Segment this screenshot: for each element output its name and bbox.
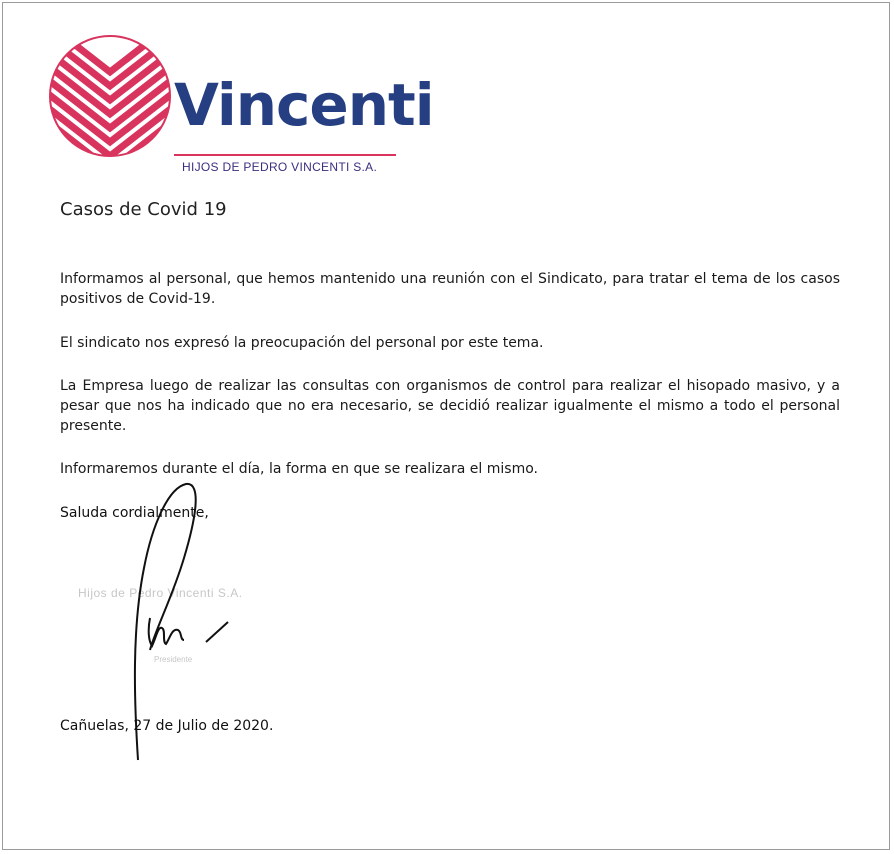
paragraph-concern: El sindicato nos expresó la preocupación del personal por este tema. bbox=[60, 335, 544, 351]
letter-title: Casos de Covid 19 bbox=[60, 199, 227, 220]
company-logo bbox=[48, 34, 434, 174]
stamp-company-name: Hijos de Pedro Vincenti S.A. bbox=[78, 586, 243, 600]
closing-salutation: Saluda cordialmente, bbox=[60, 505, 209, 521]
brand-name: Vincenti bbox=[174, 71, 434, 139]
place-and-date: Cañuelas, 27 de Julio de 2020. bbox=[60, 718, 274, 734]
brand-underline bbox=[174, 154, 396, 156]
paragraph-followup: Informaremos durante el día, la forma en que se realizara el mismo. bbox=[60, 461, 538, 477]
striped-globe-logo-icon bbox=[48, 34, 172, 158]
paragraph-meeting: Informamos al personal, que hemos mantenido una reunión con el Sindicato, para tratar el tema de los casos positivos de Covid-19. bbox=[60, 271, 840, 307]
brand-subtitle: HIJOS DE PEDRO VINCENTI S.A. bbox=[182, 160, 378, 174]
stamp-role: Presidente bbox=[154, 655, 193, 664]
paragraph-testing: La Empresa luego de realizar las consultas con organismos de control para realizar el hisopado masivo, y a pesar que nos ha indicado que no era necesario, se decidió realizar igualmente el mismo a todo el personal presente. bbox=[60, 378, 840, 434]
